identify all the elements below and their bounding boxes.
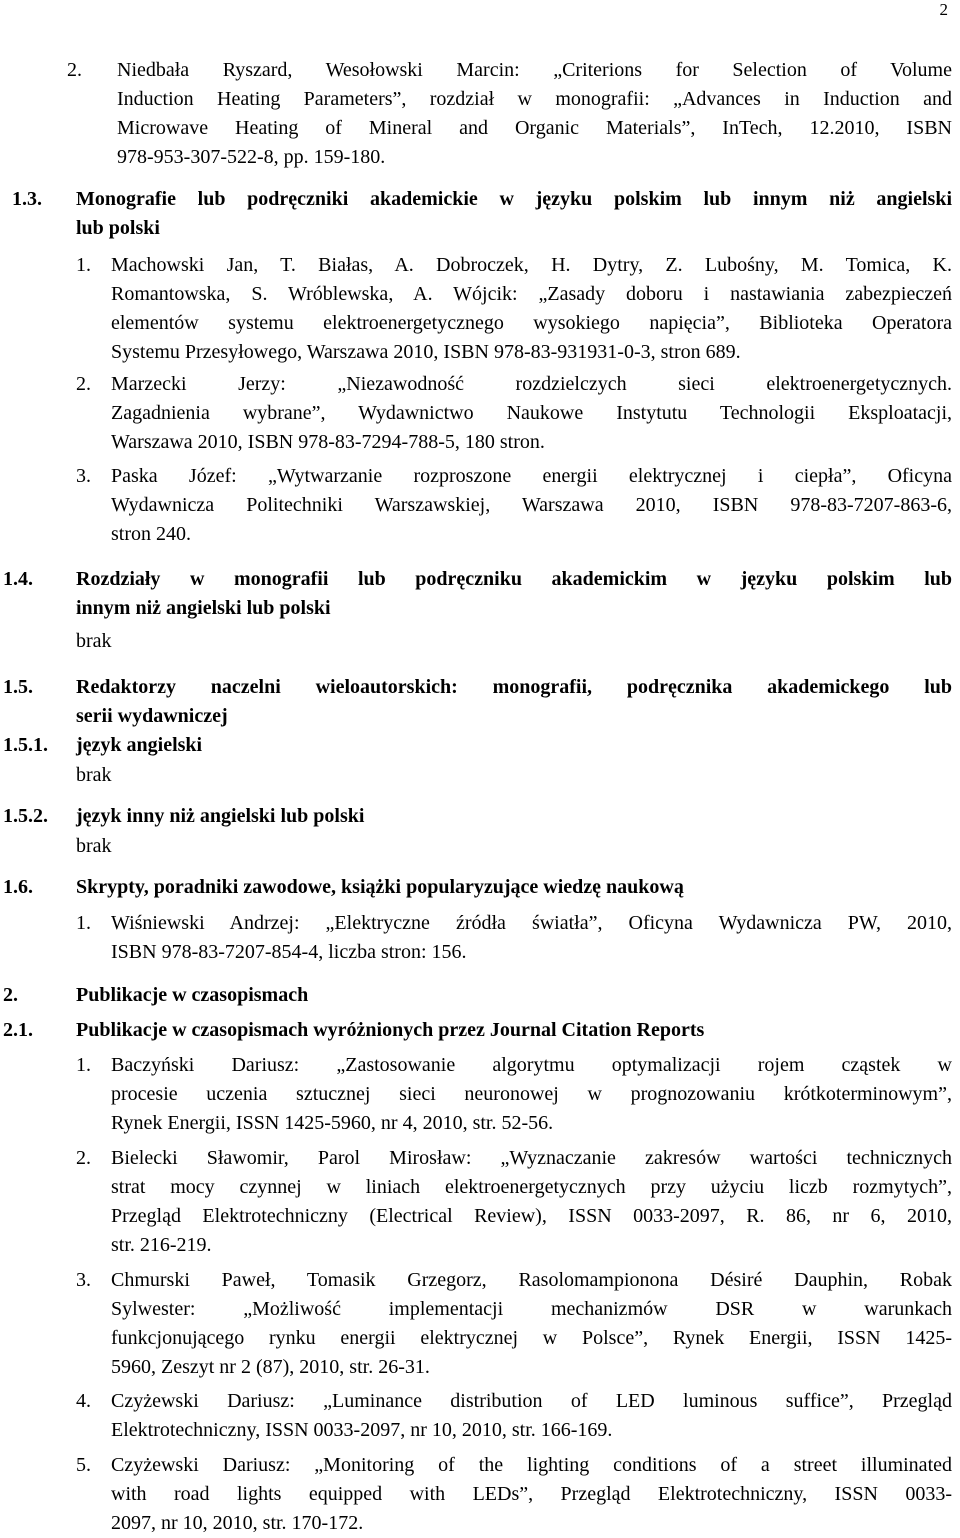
text-line: brak — [76, 835, 112, 857]
text-line: Chmurski Paweł, Tomasik Grzegorz, Rasolomampionona Désiré Dauphin, Robak — [111, 1269, 952, 1291]
text-line: strat mocy czynnej w liniach elektroenergetycznych przy użyciu liczb rozmytych”, — [111, 1176, 952, 1198]
entry-text — [76, 761, 952, 790]
entry-text — [76, 627, 952, 656]
entry-text — [111, 462, 952, 549]
text-line: Czyżewski Dariusz: „Luminance distribution of LED luminous suffice”, Przegląd — [111, 1390, 952, 1412]
page-number: 2 — [939, 0, 948, 19]
text-line: Rynek Energii, ISSN 1425-5960, nr 4, 2010, str. 52-56. — [111, 1112, 554, 1134]
entry-text — [111, 251, 952, 367]
text-line: język inny niż angielski lub polski — [76, 805, 365, 827]
item-number: 3. — [76, 465, 91, 487]
item-number: 1. — [76, 1054, 91, 1076]
section-number: 2. — [3, 984, 18, 1006]
text-line: Redaktorzy naczelni wieloautorskich: monografii, podręcznika akademickego lub — [76, 676, 952, 698]
text-line: Elektrotechniczny, ISSN 0033-2097, nr 10, 2010, str. 166-169. — [111, 1419, 613, 1441]
text-line: Microwave Heating of Mineral and Organic Materials”, InTech, 12.2010, ISBN — [117, 117, 952, 139]
section-title — [76, 1016, 952, 1045]
entry-text — [111, 909, 952, 967]
text-line: Warszawa 2010, ISBN 978-83-7294-788-5, 180 stron. — [111, 431, 545, 453]
section-number: 1.4. — [3, 568, 33, 590]
section-title — [76, 185, 952, 243]
item-number: 5. — [76, 1454, 91, 1476]
section-number: 1.5.1. — [3, 734, 48, 756]
text-line: Rozdziały w monografii lub podręczniku akademickim w języku polskim lub — [76, 568, 952, 590]
entry-text — [111, 1144, 952, 1260]
text-line: lub polski — [76, 217, 160, 239]
text-line: procesie uczenia sztucznej sieci neuronowej w prognozowaniu krótkoterminowym”, — [111, 1083, 952, 1105]
item-number: 2. — [76, 1147, 91, 1169]
entry-text — [111, 1266, 952, 1382]
text-line: Niedbała Ryszard, Wesołowski Marcin: „Criterions for Selection of Volume — [117, 59, 952, 81]
section-title — [76, 802, 952, 831]
text-line: Systemu Przesyłowego, Warszawa 2010, ISBN 978-83-931931-0-3, stron 689. — [111, 341, 741, 363]
section-number: 1.5. — [3, 676, 33, 698]
item-number: 2. — [67, 59, 82, 81]
text-line: ISBN 978-83-7207-854-4, liczba stron: 156. — [111, 941, 467, 963]
entry-text — [111, 1387, 952, 1445]
section-number: 2.1. — [3, 1019, 33, 1041]
section-number: 1.5.2. — [3, 805, 48, 827]
section-title — [76, 981, 952, 1010]
text-line: Sylwester: „Możliwość implementacji mechanizmów DSR w warunkach — [111, 1298, 952, 1320]
item-number: 1. — [76, 254, 91, 276]
entry-text — [111, 1451, 952, 1538]
text-line: Monografie lub podręczniki akademickie w języku polskim lub innym niż angielski — [76, 188, 952, 210]
text-line: with road lights equipped with LEDs”, Przegląd Elektrotechniczny, ISSN 0033- — [111, 1483, 952, 1505]
text-line: innym niż angielski lub polski — [76, 597, 331, 619]
section-title — [76, 731, 952, 760]
section-title — [76, 873, 952, 902]
text-line: 978-953-307-522-8, pp. 159-180. — [117, 146, 386, 168]
text-line: Skrypty, poradniki zawodowe, książki popularyzujące wiedzę naukową — [76, 876, 684, 898]
text-line: Zagadnienia wybrane”, Wydawnictwo Naukowe Instytutu Technologii Eksploatacji, — [111, 402, 952, 424]
text-line: brak — [76, 764, 112, 786]
item-number: 1. — [76, 912, 91, 934]
text-line: Publikacje w czasopismach wyróżnionych przez Journal Citation Reports — [76, 1019, 705, 1041]
item-number: 4. — [76, 1390, 91, 1412]
text-line: Wiśniewski Andrzej: „Elektryczne źródła światła”, Oficyna Wydawnicza PW, 2010, — [111, 912, 952, 934]
section-number: 1.6. — [3, 876, 33, 898]
text-line: Marzecki Jerzy: „Niezawodność rozdzielczych sieci elektroenergetycznych. — [111, 373, 952, 395]
section-title — [76, 673, 952, 731]
text-line: Romantowska, S. Wróblewska, A. Wójcik: „Zasady doboru i nastawiania zabezpieczeń — [111, 283, 952, 305]
text-line: Publikacje w czasopismach — [76, 984, 309, 1006]
text-line: 5960, Zeszyt nr 2 (87), 2010, str. 26-31. — [111, 1356, 430, 1378]
text-line: Baczyński Dariusz: „Zastosowanie algorytmu optymalizacji rojem cząstek w — [111, 1054, 952, 1076]
text-line: Przegląd Elektrotechniczny (Electrical Review), ISSN 0033-2097, R. 86, nr 6, 2010, — [111, 1205, 952, 1227]
section-title — [76, 565, 952, 623]
entry-text — [117, 56, 952, 172]
entry-text — [76, 832, 952, 861]
item-number: 2. — [76, 373, 91, 395]
text-line: str. 216-219. — [111, 1234, 212, 1256]
text-line: Paska Józef: „Wytwarzanie rozproszone energii elektrycznej i ciepła”, Oficyna — [111, 465, 952, 487]
text-line: Induction Heating Parameters”, rozdział w monografii: „Advances in Induction and — [117, 88, 952, 110]
item-number: 3. — [76, 1269, 91, 1291]
text-line: język angielski — [76, 734, 203, 756]
section-number: 1.3. — [12, 188, 42, 210]
text-line: Wydawnicza Politechniki Warszawskiej, Warszawa 2010, ISBN 978-83-7207-863-6, — [111, 494, 952, 516]
text-line: funkcjonującego rynku energii elektrycznej w Polsce”, Rynek Energii, ISSN 1425- — [111, 1327, 952, 1349]
text-line: brak — [76, 630, 112, 652]
text-line: 2097, nr 10, 2010, str. 170-172. — [111, 1512, 364, 1534]
entry-text — [111, 1051, 952, 1138]
text-line: stron 240. — [111, 523, 191, 545]
text-line: Bielecki Sławomir, Parol Mirosław: „Wyznaczanie zakresów wartości technicznych — [111, 1147, 952, 1169]
entry-text — [111, 370, 952, 457]
text-line: Machowski Jan, T. Białas, A. Dobroczek, H. Dytry, Z. Lubośny, M. Tomica, K. — [111, 254, 952, 276]
text-line: Czyżewski Dariusz: „Monitoring of the lighting conditions of a street illuminated — [111, 1454, 952, 1476]
text-line: elementów systemu elektroenergetycznego wysokiego napięcia”, Biblioteka Operatora — [111, 312, 952, 334]
text-line: serii wydawniczej — [76, 705, 228, 727]
